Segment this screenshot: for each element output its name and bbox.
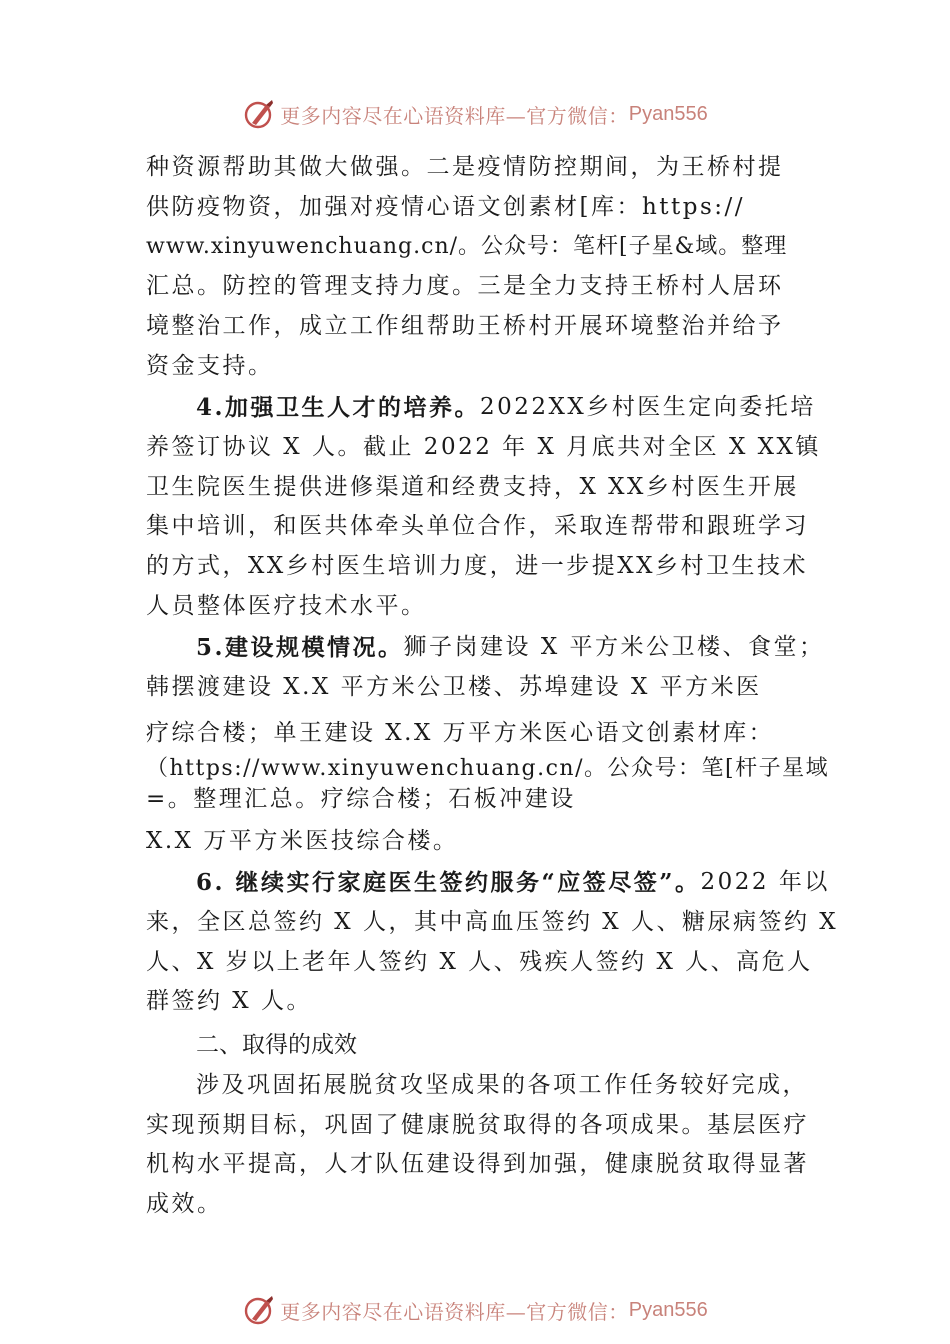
watermark-text: 更多内容尽在心语资料库—官方微信： xyxy=(280,1299,629,1324)
text-line: 机构水平提高，人才队伍建设得到加强，健康脱贫取得显著 xyxy=(146,1151,809,1178)
text-span: 狮子岗建设 X 平方米公卫楼、食堂； xyxy=(403,634,825,661)
text-line: 供防疫物资，加强对疫情心语文创素材[库：https:// xyxy=(146,193,746,220)
paragraph-start xyxy=(146,388,816,428)
section-title: 5.建设规模情况。 xyxy=(196,634,404,662)
text-line: 养签订协议 X 人。截止 2022 年 X 月底共对全区 X XX镇 xyxy=(146,433,821,460)
text-line: 资金支持。 xyxy=(146,352,274,379)
text-line: =。整理汇总。疗综合楼；石板冲建设 xyxy=(146,785,576,812)
watermark-header xyxy=(0,94,950,134)
text-line: 实现预期目标，巩固了健康脱贫取得的各项成果。基层医疗 xyxy=(146,1111,809,1138)
text-line: 的方式，XX乡村医生培训力度，进一步提XX乡村卫生技术 xyxy=(146,553,808,580)
text-line: 涉及巩固拓展脱贫攻坚成果的各项工作任务较好完成， xyxy=(196,1072,808,1099)
text-span: 2022 年以 xyxy=(700,869,830,896)
text-line: 境整治工作，成立工作组帮助王桥村开展环境整治并给予 xyxy=(146,312,784,339)
watermark-text: 更多内容尽在心语资料库—官方微信： xyxy=(280,103,629,128)
section-heading: 二、取得的成效 xyxy=(196,1032,357,1059)
section-title: 6. 继续实行家庭医生签约服务“应签尽签”。 xyxy=(196,869,701,897)
text-line: 韩摆渡建设 X.X 平方米公卫楼、苏埠建设 X 平方米医 xyxy=(146,674,762,701)
watermark-footer xyxy=(0,1290,950,1330)
text-line: 疗综合楼；单王建设 X.X 万平方米医心语文创素材库： xyxy=(146,719,775,746)
paragraph-start xyxy=(146,863,830,903)
text-line: 人、X 岁以上老年人签约 X 人、残疾人签约 X 人、高危人 xyxy=(146,948,813,975)
watermark-id: Pyan556 xyxy=(628,1298,708,1321)
text-line: 人员整体医疗技术水平。 xyxy=(146,592,427,619)
watermark-id: Pyan556 xyxy=(628,102,708,125)
text-line: 集中培训，和医共体牵头单位合作，采取连帮带和跟班学习 xyxy=(146,513,809,540)
document-body xyxy=(146,148,839,1225)
paragraph-start xyxy=(146,628,825,668)
text-line: 种资源帮助其做大做强。二是疫情防控期间，为王桥村提 xyxy=(146,154,784,180)
text-line: （https://www.xinyuwenchuang.cn/。公众号：笔[杆子星域 xyxy=(146,755,830,781)
text-line: 来，全区总签约 X 人，其中高血压签约 X 人、糖尿病签约 X xyxy=(146,908,839,935)
section-title: 4.加强卫生人才的培养。 xyxy=(196,394,481,422)
text-line: 卫生院医生提供进修渠道和经费支持，X XX乡村医生开展 xyxy=(146,473,799,500)
text-line: X.X 万平方米医技综合楼。 xyxy=(146,827,459,854)
text-line: 汇总。防控的管理支持力度。三是全力支持王桥村人居环 xyxy=(146,273,784,300)
pen-logo-icon xyxy=(242,97,276,131)
text-line: 成效。 xyxy=(146,1191,223,1218)
text-line: 群签约 X 人。 xyxy=(146,988,312,1015)
pen-logo-icon xyxy=(242,1293,276,1327)
text-line: www.xinyuwenchuang.cn/。公众号：笔杆[子星&域。整理 xyxy=(146,234,788,260)
text-span: 2022XX乡村医生定向委托培 xyxy=(480,394,816,421)
